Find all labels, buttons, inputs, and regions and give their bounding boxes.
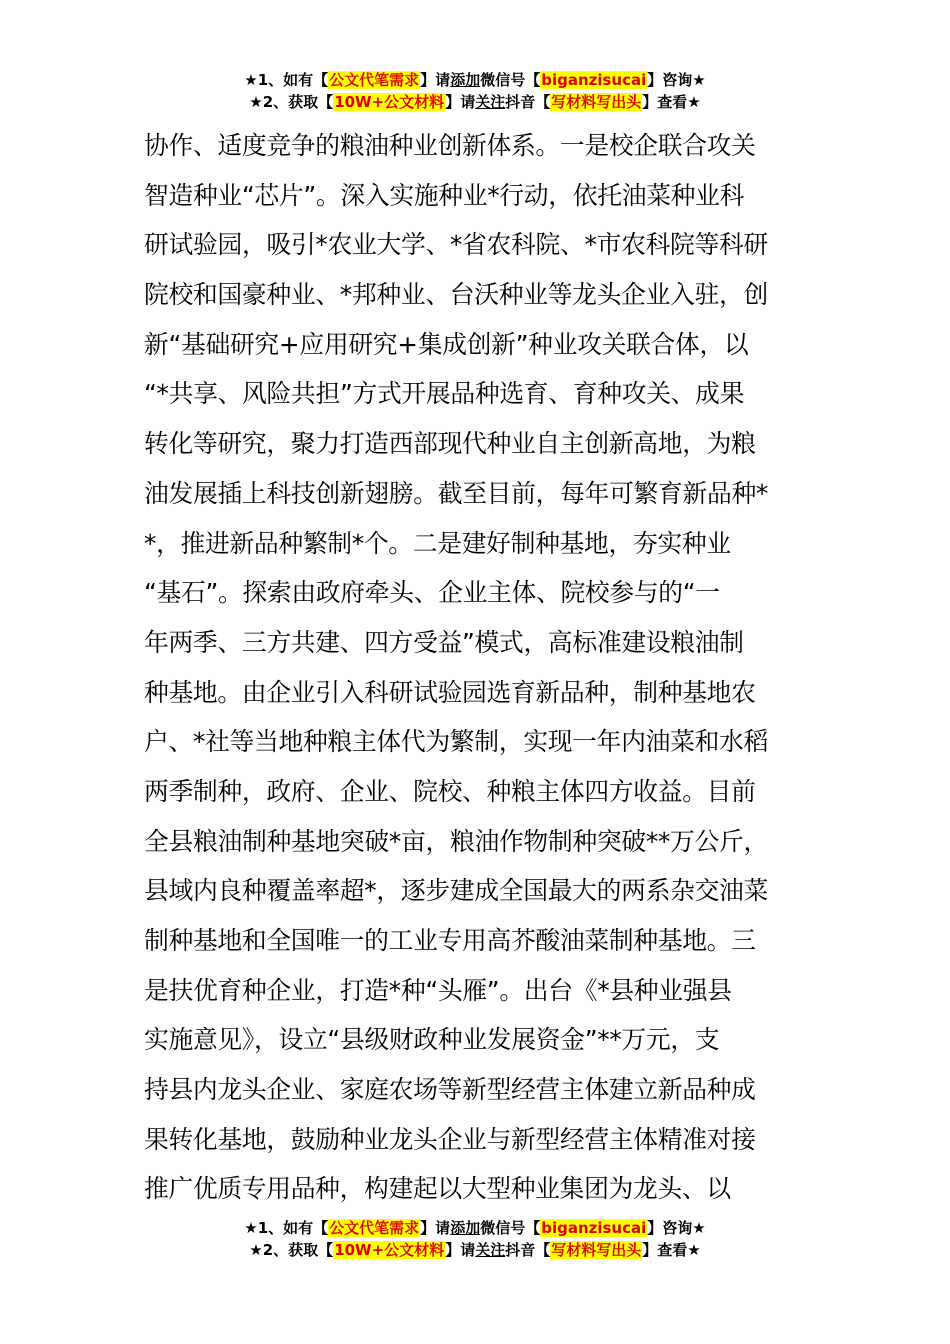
text-line: “基石”。探索由政府牵头、企业主体、院校参与的“一 <box>144 578 720 608</box>
banner-text: 】咨询★ <box>647 1219 706 1237</box>
underlined-text: 关注 <box>475 93 506 111</box>
text-line: 研试验园，吸引*农业大学、*省农科院、*市农科院等科研 <box>144 230 769 260</box>
text-line: 是扶优育种企业，打造*种“头雁”。出台《*县种业强县 <box>144 975 732 1005</box>
banner-text: ★1、如有【 <box>244 71 329 89</box>
text-line: “*共享、风险共担”方式开展品种选育、育种攻关、成果 <box>144 379 745 409</box>
highlight-service: 公文代笔需求 <box>329 71 420 89</box>
banner-line-2 <box>0 1240 950 1262</box>
header-banner <box>0 70 950 114</box>
banner-line-1 <box>0 1218 950 1240</box>
banner-text: 微信号【 <box>480 71 541 89</box>
banner-text: 】请 <box>445 93 476 111</box>
text-line: 智造种业“芯片”。深入实施种业*行动，依托油菜种业科 <box>144 180 745 210</box>
text-line: 户、*社等当地种粮主体代为繁制，实现一年内油菜和水稻 <box>144 727 769 757</box>
banner-text: 】查看★ <box>642 93 701 111</box>
banner-text: ★1、如有【 <box>244 1219 329 1237</box>
banner-text: 】请 <box>445 1241 476 1259</box>
underlined-text: 添加 <box>450 1219 481 1237</box>
banner-text: 抖音【 <box>505 93 551 111</box>
highlight-wechat-id: biganzisucai <box>541 1219 647 1237</box>
text-line: 推广优质专用品种，构建起以大型种业集团为龙头、以 <box>144 1174 731 1204</box>
text-line: 油发展插上科技创新翅膀。截至目前，每年可繁育新品种* <box>144 478 769 508</box>
text-line: 协作、适度竞争的粮油种业创新体系。一是校企联合攻关 <box>144 131 756 160</box>
highlight-douyin-account: 写材料写出头 <box>551 93 642 111</box>
text-line: 果转化基地，鼓励种业龙头企业与新型经营主体精准对接 <box>144 1124 756 1154</box>
highlight-douyin-account: 写材料写出头 <box>551 1241 642 1259</box>
banner-text: 微信号【 <box>480 1219 541 1237</box>
underlined-text: 添加 <box>450 71 481 89</box>
text-line: 种基地。由企业引入科研试验园选育新品种，制种基地农 <box>144 677 756 707</box>
text-line: *，推进新品种繁制*个。二是建好制种基地，夯实种业 <box>144 528 731 558</box>
text-line: 转化等研究，聚力打造西部现代种业自主创新高地，为粮 <box>144 429 756 459</box>
underlined-text: 关注 <box>475 1241 506 1259</box>
banner-line-1 <box>0 70 950 92</box>
banner-line-2 <box>0 92 950 114</box>
text-line: 新“基础研究+应用研究+集成创新”种业攻关联合体，以 <box>144 329 749 359</box>
banner-text: 抖音【 <box>505 1241 551 1259</box>
footer-banner <box>0 1218 950 1262</box>
highlight-wechat-id: biganzisucai <box>541 71 647 89</box>
text-line: 院校和国豪种业、*邦种业、台沃种业等龙头企业入驻，创 <box>144 280 769 310</box>
highlight-service: 公文代笔需求 <box>329 1219 420 1237</box>
banner-text: ★2、获取【 <box>249 1241 334 1259</box>
text-line: 两季制种，政府、企业、院校、种粮主体四方收益。目前 <box>144 776 756 806</box>
text-line: 制种基地和全国唯一的工业专用高芥酸油菜制种基地。三 <box>144 926 756 955</box>
banner-text: ★2、获取【 <box>249 93 334 111</box>
text-line: 全县粮油制种基地突破*亩，粮油作物制种突破**万公斤， <box>144 826 769 856</box>
highlight-materials: 10W+公文材料 <box>334 93 445 111</box>
document-body <box>144 121 814 1214</box>
highlight-materials: 10W+公文材料 <box>334 1241 445 1259</box>
text-line: 年两季、三方共建、四方受益”模式，高标准建设粮油制 <box>144 627 744 657</box>
banner-text: 】请 <box>420 1219 451 1237</box>
text-line: 实施意见》，设立“县级财政种业发展资金”**万元，支 <box>144 1025 720 1055</box>
banner-text: 】请 <box>420 71 451 89</box>
banner-text: 】查看★ <box>642 1241 701 1259</box>
text-line: 持县内龙头企业、家庭农场等新型经营主体建立新品种成 <box>144 1075 756 1105</box>
text-line: 县域内良种覆盖率超*，逐步建成全国最大的两系杂交油菜 <box>144 876 769 906</box>
banner-text: 】咨询★ <box>647 71 706 89</box>
